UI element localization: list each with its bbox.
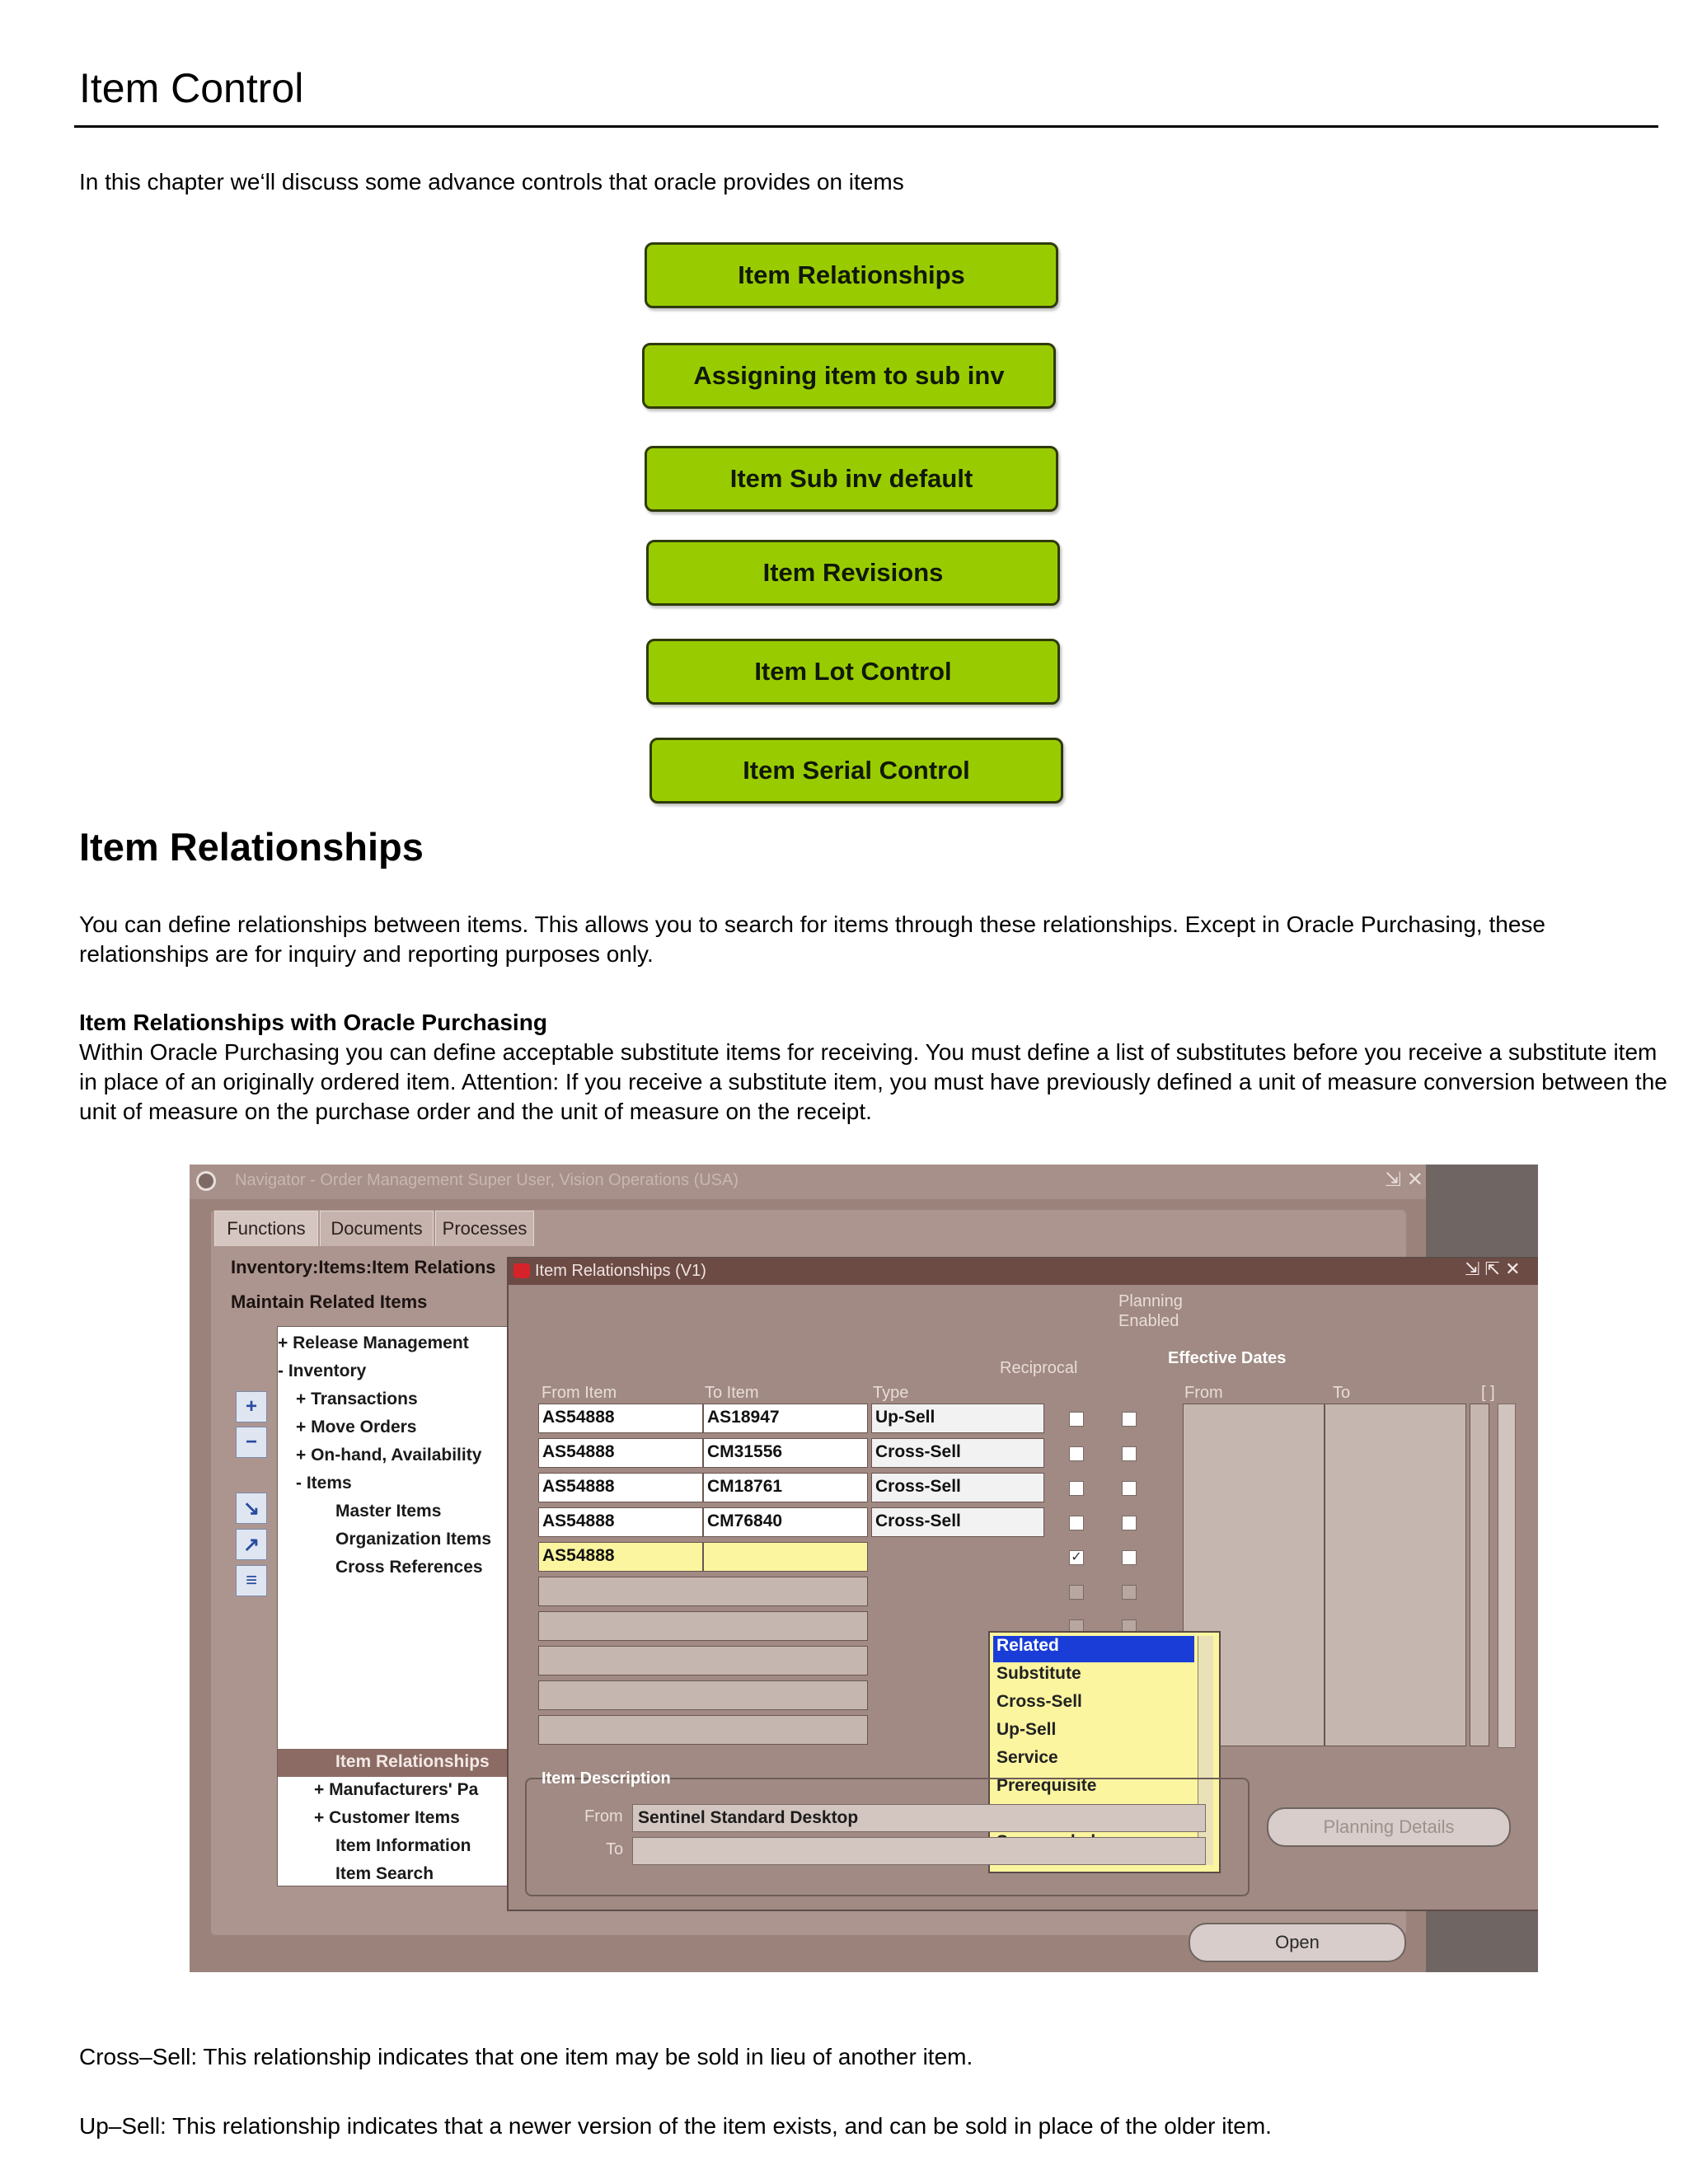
tree-item-cross-references[interactable]: Cross References bbox=[335, 1558, 483, 1577]
row3-from-item[interactable]: AS54888 bbox=[538, 1473, 703, 1502]
navigator-subtitle: Maintain Related Items bbox=[231, 1291, 428, 1312]
row2-type[interactable]: Cross-Sell bbox=[871, 1438, 1044, 1468]
navigator-path: Inventory:Items:Item Relations bbox=[231, 1257, 496, 1277]
misc-column[interactable] bbox=[1470, 1404, 1489, 1746]
desc-from-label: From bbox=[584, 1807, 623, 1825]
header-planning-enabled: Planning Enabled bbox=[1118, 1292, 1183, 1330]
header-misc: [ ] bbox=[1481, 1384, 1495, 1402]
assigning-item-sub-inv-button[interactable]: Assigning item to sub inv bbox=[642, 343, 1056, 409]
window-close-icon[interactable]: ⇲ ⇱ ✕ bbox=[1465, 1258, 1521, 1279]
row4-to-item[interactable]: CM76840 bbox=[703, 1507, 868, 1537]
expand-branch-icon[interactable]: ↘ bbox=[236, 1493, 267, 1524]
empty-planning-checkbox[interactable] bbox=[1122, 1585, 1137, 1600]
item-relationships-window bbox=[507, 1257, 1538, 1911]
purchasing-subheading: Item Relationships with Oracle Purchasing bbox=[79, 1010, 547, 1035]
tab-documents[interactable]: Documents bbox=[320, 1211, 434, 1246]
window-title: Item Relationships (V1) bbox=[535, 1262, 706, 1280]
window-controls-icon[interactable]: ⇲ ✕ bbox=[1385, 1169, 1423, 1191]
dropdown-option-substitute[interactable]: Substitute bbox=[996, 1664, 1081, 1683]
collapse-icon[interactable]: − bbox=[236, 1427, 267, 1458]
header-to-item: To Item bbox=[705, 1384, 759, 1402]
dropdown-option-service[interactable]: Service bbox=[996, 1748, 1058, 1767]
item-description-label: Item Description bbox=[542, 1769, 671, 1788]
tab-processes[interactable]: Processes bbox=[435, 1211, 534, 1246]
row4-type[interactable]: Cross-Sell bbox=[871, 1507, 1044, 1537]
header-effective-dates: Effective Dates bbox=[1168, 1349, 1287, 1367]
desc-from-field[interactable]: Sentinel Standard Desktop bbox=[632, 1804, 1206, 1832]
header-to-date: To bbox=[1333, 1384, 1351, 1402]
empty-row[interactable] bbox=[538, 1715, 868, 1745]
tree-item-release-management[interactable]: + Release Management bbox=[278, 1333, 469, 1352]
title-divider bbox=[74, 125, 1658, 128]
navigator-title: Navigator - Order Management Super User, Vision Operations (USA) bbox=[235, 1171, 739, 1189]
row5-planning-checkbox[interactable] bbox=[1122, 1550, 1137, 1565]
empty-reciprocal-checkbox[interactable] bbox=[1069, 1585, 1084, 1600]
dropdown-option-cross-sell[interactable]: Cross-Sell bbox=[996, 1692, 1082, 1711]
planning-details-button[interactable]: Planning Details bbox=[1267, 1807, 1511, 1847]
row5-from-item[interactable]: AS54888 bbox=[538, 1542, 703, 1572]
oracle-logo-icon bbox=[196, 1171, 216, 1191]
row4-planning-checkbox[interactable] bbox=[1122, 1516, 1137, 1530]
row2-planning-checkbox[interactable] bbox=[1122, 1446, 1137, 1461]
tree-item-onhand[interactable]: + On-hand, Availability bbox=[296, 1446, 482, 1465]
row3-to-item[interactable]: CM18761 bbox=[703, 1473, 868, 1502]
item-relationships-button[interactable]: Item Relationships bbox=[645, 242, 1058, 308]
tree-item-item-search[interactable]: Item Search bbox=[335, 1864, 434, 1883]
expand-all-icon[interactable]: ↗ bbox=[236, 1529, 267, 1560]
item-lot-control-button[interactable]: Item Lot Control bbox=[646, 639, 1060, 705]
purchasing-paragraph: Within Oracle Purchasing you can define acceptable substitute items for receiving. You must define a list of substitutes before you receive a substitute item in place of an originally ordered item. Attention: If you receive a substitute item, you must have previously defined a unit of measure conversion between the unit of measure on the purchase order and the unit of measure on the receipt. bbox=[79, 1039, 1667, 1124]
empty-row[interactable] bbox=[538, 1611, 868, 1641]
row2-to-item[interactable]: CM31556 bbox=[703, 1438, 868, 1468]
dropdown-option-related[interactable]: Related bbox=[993, 1636, 1194, 1662]
desc-to-field[interactable] bbox=[632, 1837, 1206, 1865]
relationships-paragraph: You can define relationships between items. This allows you to search for items through these relationships. Except in Oracle Purchasing, these relationships are for inquiry and reporting purposes only. bbox=[79, 912, 1545, 967]
item-serial-control-button[interactable]: Item Serial Control bbox=[649, 738, 1063, 804]
item-revisions-button[interactable]: Item Revisions bbox=[646, 540, 1060, 606]
oracle-window-icon bbox=[513, 1263, 530, 1278]
row3-type[interactable]: Cross-Sell bbox=[871, 1473, 1044, 1502]
item-sub-inv-default-button[interactable]: Item Sub inv default bbox=[645, 446, 1058, 512]
row2-from-item[interactable]: AS54888 bbox=[538, 1438, 703, 1468]
vertical-scrollbar[interactable] bbox=[1498, 1404, 1516, 1748]
tab-functions[interactable]: Functions bbox=[214, 1211, 318, 1246]
up-sell-definition: Up–Sell: This relationship indicates that a newer version of the item exists, and can be sold in place of the older item. bbox=[79, 2113, 1272, 2139]
cross-sell-definition: Cross–Sell: This relationship indicates that one item may be sold in lieu of another item. bbox=[79, 2044, 973, 2069]
dropdown-option-prerequisite[interactable]: Prerequisite bbox=[996, 1776, 1097, 1795]
open-button[interactable]: Open bbox=[1189, 1923, 1406, 1962]
tree-item-organization-items[interactable]: Organization Items bbox=[335, 1530, 492, 1549]
tree-item-move-orders[interactable]: + Move Orders bbox=[296, 1418, 417, 1436]
tree-item-items[interactable]: - Items bbox=[296, 1474, 352, 1493]
document-title: Item Control bbox=[79, 65, 304, 111]
collapse-all-icon[interactable]: ≡ bbox=[236, 1565, 267, 1596]
header-reciprocal: Reciprocal bbox=[1000, 1359, 1078, 1377]
dropdown-option-up-sell[interactable]: Up-Sell bbox=[996, 1720, 1057, 1739]
empty-row[interactable] bbox=[538, 1646, 868, 1675]
effective-to-column[interactable] bbox=[1325, 1404, 1466, 1746]
expand-icon[interactable]: + bbox=[236, 1391, 267, 1422]
tree-item-master-items[interactable]: Master Items bbox=[335, 1502, 442, 1521]
function-tree bbox=[277, 1326, 526, 1886]
empty-row[interactable] bbox=[538, 1577, 868, 1606]
oracle-screenshot bbox=[190, 1165, 1538, 1972]
header-from-date: From bbox=[1184, 1384, 1223, 1402]
tree-item-transactions[interactable]: + Transactions bbox=[296, 1390, 418, 1408]
empty-row[interactable] bbox=[538, 1680, 868, 1710]
row1-type[interactable]: Up-Sell bbox=[871, 1404, 1044, 1433]
row1-planning-checkbox[interactable] bbox=[1122, 1412, 1137, 1427]
tree-item-item-relationships[interactable]: Item Relationships bbox=[335, 1752, 490, 1771]
row2-reciprocal-checkbox[interactable] bbox=[1069, 1446, 1084, 1461]
section-heading: Item Relationships bbox=[79, 825, 424, 869]
tree-item-item-information[interactable]: Item Information bbox=[335, 1836, 471, 1855]
tree-item-customer-items[interactable]: + Customer Items bbox=[314, 1808, 460, 1827]
row1-reciprocal-checkbox[interactable] bbox=[1069, 1412, 1084, 1427]
row5-to-item[interactable] bbox=[703, 1542, 868, 1572]
header-type: Type bbox=[873, 1384, 909, 1402]
desc-to-label: To bbox=[606, 1840, 624, 1858]
row4-from-item[interactable]: AS54888 bbox=[538, 1507, 703, 1537]
tree-item-inventory[interactable]: - Inventory bbox=[278, 1361, 367, 1380]
header-from-item: From Item bbox=[542, 1384, 617, 1402]
row1-to-item[interactable]: AS18947 bbox=[703, 1404, 868, 1433]
row3-planning-checkbox[interactable] bbox=[1122, 1481, 1137, 1496]
row1-from-item[interactable]: AS54888 bbox=[538, 1404, 703, 1433]
row3-reciprocal-checkbox[interactable] bbox=[1069, 1481, 1084, 1496]
row4-reciprocal-checkbox[interactable] bbox=[1069, 1516, 1084, 1530]
row5-reciprocal-checkbox[interactable]: ✓ bbox=[1069, 1550, 1084, 1565]
tree-item-manufacturers[interactable]: + Manufacturers' Pa bbox=[314, 1780, 479, 1799]
intro-text: In this chapter we‘ll discuss some advance controls that oracle provides on items bbox=[79, 169, 904, 194]
